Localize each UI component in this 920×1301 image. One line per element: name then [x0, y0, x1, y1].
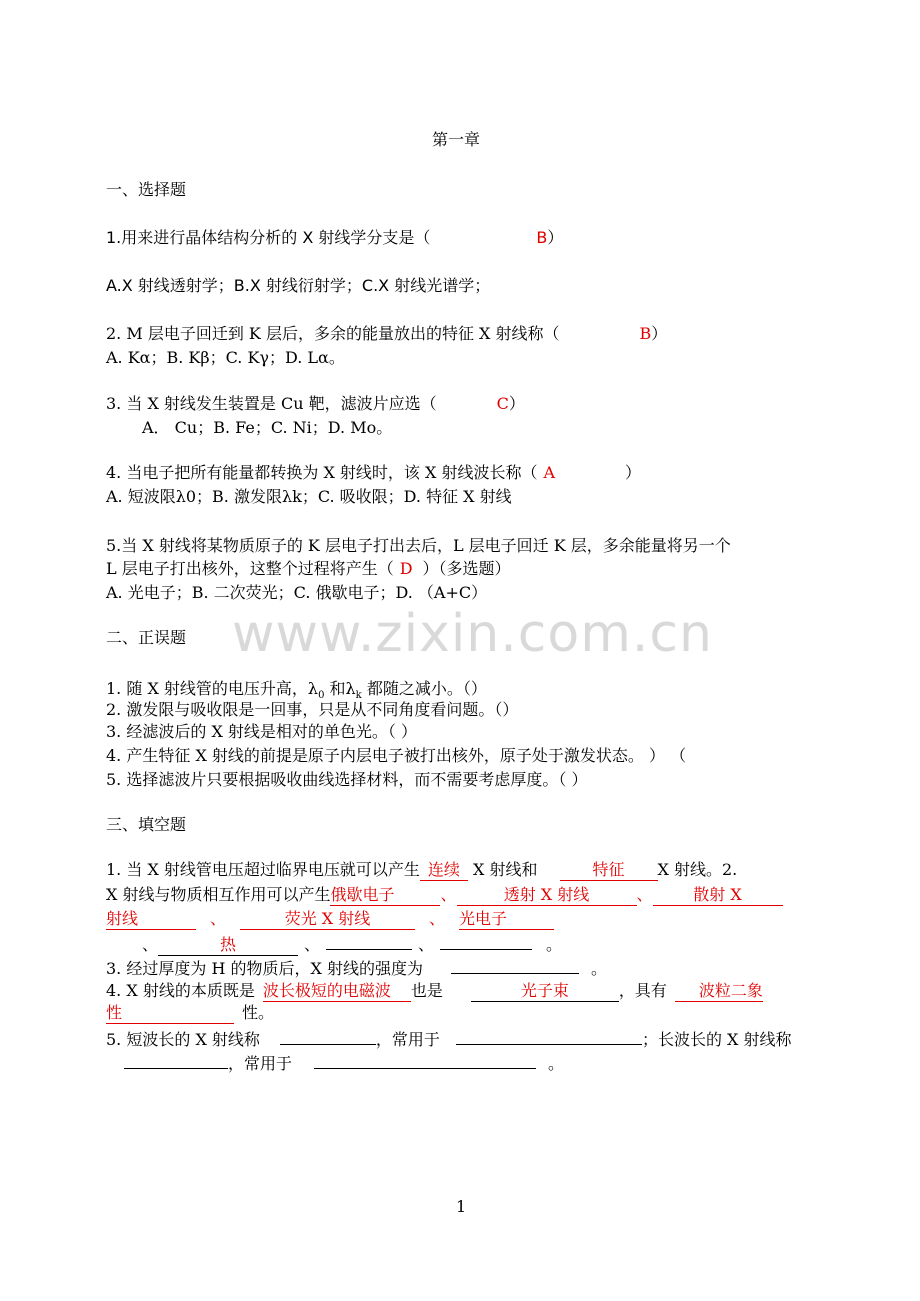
statement-1-c: 都随之减小。（）	[361, 679, 487, 698]
fill-8-a: 5. 短波长的 X 射线称	[106, 1030, 260, 1049]
fill-8-blank-2	[456, 1028, 642, 1045]
question-1-close: ）	[547, 228, 564, 247]
question-3-options: A． Cu；B. Fe；C. Ni；D. Mo。	[142, 418, 393, 437]
fill-4	[142, 933, 562, 956]
fill-4-sep-2: 、	[418, 935, 435, 954]
question-5-text2b: ）（多选题）	[422, 559, 511, 578]
statement-2: 2. 激发限与吸收限是一回事，只是从不同角度看问题。（）	[106, 700, 519, 719]
fill-2-answer-1: 俄歇电子	[330, 885, 440, 906]
fill-2-answer-2: 透射 X 射线	[457, 885, 637, 906]
page-title: 第一章	[432, 130, 481, 149]
fill-1-a: 1. 当 X 射线管电压超过临界电压就可以产生	[106, 860, 420, 879]
fill-1-c: X 射线。2.	[657, 860, 738, 879]
fill-4-end: 。	[546, 935, 563, 954]
question-4-answer: A	[543, 463, 556, 482]
fill-3-answer-5: 光电子	[459, 909, 554, 930]
fill-1-answer-1: 连续	[420, 860, 468, 881]
fill-6	[106, 981, 763, 1002]
question-5-options: A. 光电子；B. 二次荧光；C. 俄歇电子；D. （A+C）	[106, 583, 488, 602]
section-choice-heading: 一、选择题	[106, 180, 187, 199]
question-3-answer: C	[496, 394, 509, 413]
fill-4-blank-2	[440, 933, 532, 950]
question-4	[106, 463, 641, 483]
fill-2-sep-2: 、	[636, 885, 653, 904]
fill-3-sep-2: 、	[429, 909, 446, 928]
fill-9-blank-1	[124, 1052, 228, 1069]
fill-8-b: ，常用于	[375, 1030, 440, 1049]
fill-7-b: 性。	[242, 1003, 275, 1022]
fill-5-end: 。	[590, 959, 607, 978]
fill-1	[106, 860, 737, 881]
question-1-answer: B	[536, 228, 548, 247]
fill-1-b: X 射线和	[467, 860, 538, 879]
question-2-text: 2. M 层电子回迁到 K 层后，多余的能量放出的特征 X 射线称（	[106, 324, 560, 343]
fill-3	[106, 909, 554, 930]
page-number: 1	[456, 1197, 467, 1216]
question-5-answer: D	[399, 559, 413, 578]
fill-3-sep-1: 、	[210, 909, 227, 928]
fill-8-c: ；长波长的 X 射线称	[641, 1030, 792, 1049]
question-4-options: A. 短波限λ0；B. 激发限λk；C. 吸收限；D. 特征 X 射线	[106, 487, 512, 506]
fill-7-answer-3b: 性	[106, 1003, 234, 1024]
fill-3-answer-3b: 射线	[106, 909, 196, 930]
question-1-text: 1.用来进行晶体结构分析的 X 射线学分支是（	[106, 228, 431, 247]
fill-1-answer-2: 特征	[560, 860, 658, 881]
fill-8	[106, 1028, 792, 1050]
fill-2	[106, 885, 783, 906]
fill-6-a: 4. X 射线的本质既是	[106, 981, 255, 1000]
statement-1-subk: k	[355, 690, 362, 702]
fill-2-answer-3: 散射 X	[653, 885, 783, 906]
question-1	[106, 228, 563, 248]
fill-4-sep-0: 、	[142, 935, 159, 954]
fill-9-blank-2	[314, 1052, 536, 1069]
question-2-close: ）	[651, 324, 668, 343]
question-4-text: 4. 当电子把所有能量都转换为 X 射线时，该 X 射线波长称（	[106, 463, 538, 482]
fill-4-answer-6: 热	[158, 935, 298, 956]
fill-9	[124, 1052, 564, 1074]
fill-9-b: ，常用于	[228, 1054, 293, 1073]
section-truefalse-heading: 二、正误题	[106, 628, 187, 647]
statement-1-a: 1. 随 X 射线管的电压升高，λ	[106, 679, 319, 698]
statement-1-b: 和λ	[324, 679, 356, 698]
fill-3-answer-4: 荧光 X 射线	[240, 909, 415, 930]
fill-4-sep-1: 、	[304, 935, 321, 954]
fill-9-end: 。	[548, 1054, 565, 1073]
statement-1-sub0: 0	[318, 690, 325, 702]
question-3-close: ）	[508, 394, 525, 413]
fill-2-sep-1: 、	[440, 885, 457, 904]
fill-4-blank-1	[326, 933, 412, 950]
fill-5	[106, 957, 607, 979]
question-2	[106, 324, 667, 344]
statement-3: 3. 经滤波后的 X 射线是相对的单色光。（ ）	[106, 722, 418, 741]
fill-6-answer-2: 光子束	[471, 981, 619, 1002]
question-5: 5.当 X 射线将某物质原子的 K 层电子打出去后，L 层电子回迁 K 层，多余能量将另一个	[106, 536, 731, 555]
question-3-text: 3. 当 X 射线发生装置是 Cu 靶，滤波片应选（	[106, 394, 437, 413]
statement-4: 4. 产生特征 X 射线的前提是原子内层电子被打出核外，原子处于激发状态。 ） （	[106, 746, 687, 765]
fill-6-b: 也是	[410, 981, 443, 1000]
question-1-options: A.X 射线透射学；B.X 射线衍射学；C.X 射线光谱学；	[106, 276, 491, 295]
fill-6-answer-1: 波长极短的电磁波	[263, 981, 411, 1002]
fill-5-blank	[451, 957, 579, 974]
question-5-line2	[106, 559, 511, 579]
fill-6-c: ，具有	[618, 981, 667, 1000]
fill-8-blank-1	[280, 1028, 376, 1045]
fill-5-a: 3. 经过厚度为 H 的物质后，X 射线的强度为	[106, 959, 423, 978]
fill-7	[106, 1003, 274, 1024]
fill-2-a: X 射线与物质相互作用可以产生	[106, 885, 331, 904]
section-fill-heading: 三、填空题	[106, 815, 187, 834]
question-2-answer: B	[639, 324, 652, 343]
watermark: www.zixin.com.cn	[232, 604, 713, 664]
question-2-options: A. Kα；B. Kβ；C. Kγ；D. Lα。	[106, 348, 345, 367]
question-4-close: ）	[625, 463, 642, 482]
statement-5: 5. 选择滤波片只要根据吸收曲线选择材料，而不需要考虑厚度。（ ）	[106, 770, 588, 789]
question-5-text2a: L 层电子打出核外，这整个过程将产生（	[106, 559, 394, 578]
question-3	[106, 394, 525, 414]
fill-6-answer-3: 波粒二象	[675, 981, 763, 1002]
